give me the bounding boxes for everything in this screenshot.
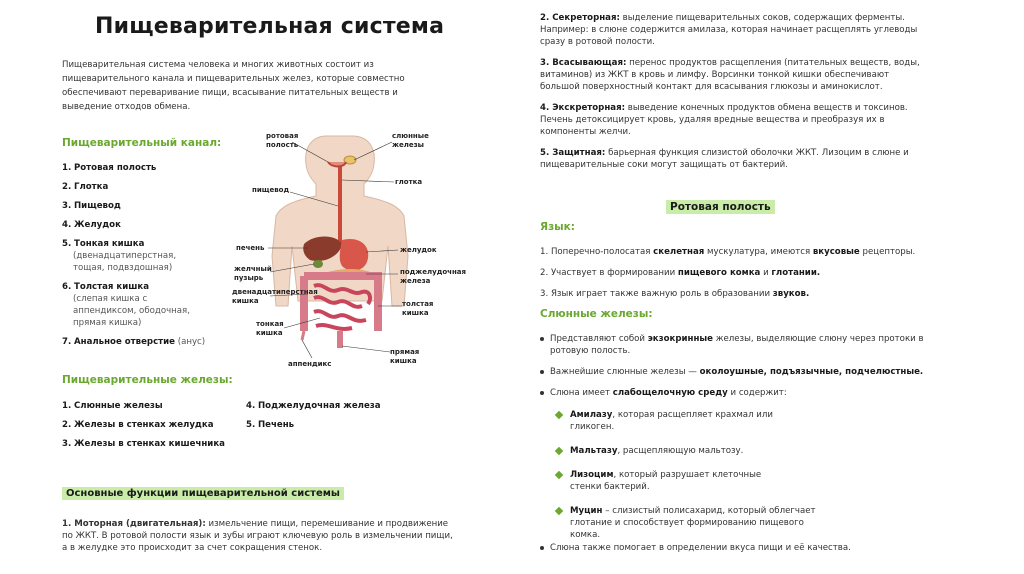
list-item: 3. Пищевод xyxy=(62,201,121,211)
list-item: 4. Поджелудочная железа xyxy=(246,401,381,411)
list-item: 2. Участвует в формировании пищевого комка и глотании. xyxy=(540,268,821,278)
label-large-intestine: толстая кишка xyxy=(402,300,434,317)
diamond-bullet-icon xyxy=(555,447,563,455)
digestive-system-diagram xyxy=(232,126,467,376)
list-item: 4. Желудок xyxy=(62,220,121,230)
label-small-intestine: тонкая кишка xyxy=(256,320,284,337)
label-pancreas: поджелудочная железа xyxy=(400,268,467,285)
list-item: Лизоцим, который разрушает клеточные стенки бактерий. xyxy=(556,469,816,493)
list-item: 5. Тонкая кишка (двенадцатиперстная, тощая, подвздошная) xyxy=(62,239,177,273)
diamond-bullet-icon xyxy=(555,471,563,479)
page-title: Пищеварительная система xyxy=(95,14,445,39)
glands-list-right xyxy=(246,400,426,438)
list-item: 1. Ротовая полость xyxy=(62,163,157,173)
list-item: 2. Железы в стенках желудка xyxy=(62,420,214,430)
label-esophagus: пищевод xyxy=(252,186,290,194)
label-salivary: слюнные железы xyxy=(392,132,429,149)
list-item: Представляют собой экзокринные железы, выделяющие слюну через протоки в ротовую полость. xyxy=(540,333,930,357)
canal-heading: Пищеварительный канал: xyxy=(62,137,222,149)
list-item: Слюна имеет слабощелочную среду и содержит: xyxy=(540,387,930,399)
list-item: Амилазу, которая расщепляет крахмал или гликоген. xyxy=(556,409,816,433)
label-gallbladder: желчный пузырь xyxy=(234,265,272,282)
function-excretory: 4. Экскреторная: выведение конечных продуктов обмена веществ и токсинов. Печень детоксицирует кровь, удаляя вредные вещества и преобразуя их в компоненты желчи. xyxy=(540,103,908,137)
list-item: 6. Толстая кишка (слепая кишка с аппендиксом, ободочная, прямая кишка) xyxy=(62,282,190,328)
canal-list xyxy=(62,162,232,355)
label-duodenum: двенадцатиперстная кишка xyxy=(232,288,318,305)
function-motor: 1. Моторная (двигательная): измельчение пищи, перемешивание и продвижение по ЖКТ. В ротовой полости язык и зубы играют ключевую роль в измельчении пищи, а в желудке это происходит за счет сокращения стенок. xyxy=(62,519,453,553)
saliva-taste-note: Слюна также помогает в определении вкуса пищи и её качества. xyxy=(540,542,930,554)
list-item: 1. Поперечно-полосатая скелетная мускулатура, имеются вкусовые рецепторы. xyxy=(540,247,916,257)
glands-list-left xyxy=(62,400,242,457)
list-item: 1. Слюнные железы xyxy=(62,401,163,411)
function-protective: 5. Защитная: барьерная функция слизистой оболочки ЖКТ. Лизоцим в слюне и пищеварительные соки могут защищать от бактерий. xyxy=(540,148,909,170)
list-item: 2. Глотка xyxy=(62,182,109,192)
list-item: Муцин – слизистый полисахарид, который облегчает глотание и способствует формированию пищевого комка. xyxy=(556,505,816,541)
list-item: 3. Железы в стенках кишечника xyxy=(62,439,225,449)
label-liver: печень xyxy=(236,244,265,252)
diamond-bullet-icon xyxy=(555,507,563,515)
list-item: Важнейшие слюнные железы — околоушные, подъязычные, подчелюстные. xyxy=(540,366,930,378)
list-item: 3. Язык играет также важную роль в образовании звуков. xyxy=(540,289,810,299)
intro-paragraph: Пищеварительная система человека и многих животных состоит из пищеварительного канала и пищеварительных желез, которые совместно обеспечивают переваривание пищи, всасывание питательных веществ и выведение отходов обмена. xyxy=(62,60,405,112)
oral-cavity-heading: Ротовая полость xyxy=(666,201,775,213)
label-stomach: желудок xyxy=(400,246,437,254)
label-appendix: аппендикс xyxy=(288,360,332,368)
diamond-bullet-icon xyxy=(555,411,563,419)
function-secretory: 2. Секреторная: выделение пищеварительных соков, содержащих ферменты. Например: в слюне содержится амилаза, которая начинает расщеплять углеводы сразу в ротовой полости. xyxy=(540,13,918,47)
tongue-list xyxy=(540,246,930,309)
label-rectum: прямая кишка xyxy=(390,348,420,365)
list-item: 7. Анальное отверстие (анус) xyxy=(62,337,206,347)
list-item: 5. Печень xyxy=(246,420,295,430)
functions-list-right xyxy=(540,12,920,180)
saliva-enzymes-list xyxy=(556,409,816,550)
tongue-heading: Язык: xyxy=(540,221,576,233)
salivary-heading: Слюнные железы: xyxy=(540,308,653,320)
list-item: Мальтазу, расщепляющую мальтозу. xyxy=(556,445,816,457)
salivary-list xyxy=(540,333,930,408)
function-absorptive: 3. Всасывающая: перенос продуктов расщепления (питательных веществ, воды, витаминов) из ЖКТ в кровь и лимфу. Ворсинки тонкой кишки обеспечивают большой поверхностный контакт для всасывания глюкозы и аминокислот. xyxy=(540,58,920,92)
label-mouth: ротовая полость xyxy=(266,132,299,149)
functions-heading: Основные функции пищеварительной системы xyxy=(62,488,344,499)
glands-heading: Пищеварительные железы: xyxy=(62,374,233,386)
label-pharynx: глотка xyxy=(395,178,423,186)
